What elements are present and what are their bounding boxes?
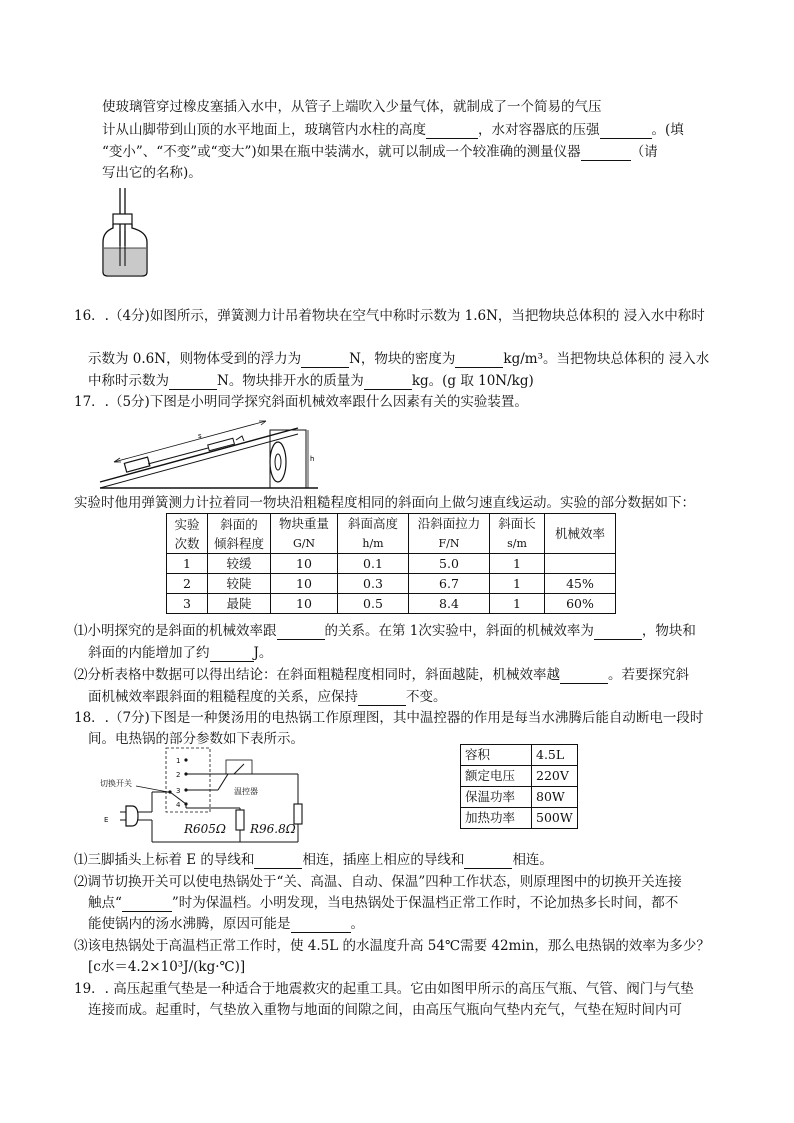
q18-p2-line2: 触点“ ”时为保温档。小明发现，当电热锅处于保温档正常工作时，不论加热多长时间，都不: [88, 895, 679, 911]
q17-p2-line1: ⑵分析表格中数据可以得出结论：在斜面粗糙程度相同时，斜面越陡，机械效率越 。若要探究斜: [74, 667, 689, 683]
answer-blank[interactable]: [277, 625, 325, 640]
table-header-row: [167, 514, 616, 554]
table-row: 1 较缓 10 0.1 5.0 1: [167, 554, 616, 574]
q17-intro: 实验时他用弹簧测力计拉着同一物块沿粗糙程度相同的斜面向上做匀速直线运动。实验的部分数据如下：: [74, 495, 695, 511]
parameter-table: [460, 744, 578, 829]
answer-blank[interactable]: [210, 647, 254, 662]
header-cell: 实验 次数: [167, 514, 208, 554]
q16-line2: 示数为 0.6N，则物体受到的浮力为 N，物块的密度为 kg/m³。当把物块总体积的 浸入水: [88, 351, 710, 367]
q18-p2-line3: 能使锅内的汤水沸腾，原因可能是 。: [88, 916, 364, 932]
q17-p1-line2: 斜面的内能增加了约 J。: [88, 645, 273, 661]
plug-e-label: E: [104, 816, 109, 824]
table-row: 2 较陡 10 0.3 6.7 1 45%: [167, 574, 616, 594]
label-h: h: [310, 455, 315, 463]
q18-line2: 间。电热锅的部分参数如下表所示。: [88, 731, 304, 747]
q15-line1: 使玻璃管穿过橡皮塞插入水中，从管子上端吹入少量气体，就制成了一个简易的气压: [102, 99, 602, 115]
q15-line3: “变小”、“不变”或“变大”)如果在瓶中装满水，就可以制成一个较准确的测量仪器 （请: [102, 144, 658, 160]
r1-label: R605Ω: [184, 822, 226, 836]
q18-line1: 18．.（7分)下图是一种煲汤用的电热锅工作原理图，其中温控器的作用是每当水沸腾后能自动断电一段时: [74, 710, 704, 726]
circuit-diagram: [98, 746, 318, 848]
q17-title: 17．.（5分)下图是小明同学探究斜面机械效率跟什么因素有关的实验装置。: [74, 394, 528, 410]
svg-text:2: 2: [176, 771, 181, 779]
header-cell: 斜面长 s/m: [490, 514, 545, 554]
q18-p1: ⑴三脚插头上标着 E 的导线和 相连，插座上相应的导线和 相连。: [74, 852, 553, 868]
answer-blank[interactable]: [358, 691, 406, 706]
q16-line1: 16．.（4分)如图所示，弹簧测力计吊着物块在空气中称时示数为 1.6N，当把物块总体积的 浸入水中称时: [74, 308, 705, 324]
q17-p1-line1: ⑴小明探究的是斜面的机械效率跟 的关系。在第 1次实验中，斜面的机械效率为 ，物块和: [74, 623, 696, 639]
q18-p3-line2: [c水＝4.2×10³J/(kg·℃)]: [88, 959, 246, 975]
table-row: 额定电压 220V: [461, 766, 578, 787]
header-cell: 沿斜面拉力 F/N: [409, 514, 490, 554]
answer-blank[interactable]: [301, 353, 349, 368]
q19-line2: 连接而成。起重时，气垫放入重物与地面的间隙之间，由高压气瓶向气垫内充气，气垫在短时间内可: [88, 1002, 682, 1018]
barometer-bottle-figure: [100, 186, 150, 278]
table-row: 加热功率 500W: [461, 808, 578, 829]
q18-p3-line1: ⑶该电热锅处于高温档正常工作时，使 4.5L 的水温度升高 54℃需要 42min，那么电热锅的效率为多少？: [74, 938, 710, 954]
answer-blank[interactable]: [464, 854, 512, 869]
table-row: 保温功率 80W: [461, 787, 578, 808]
answer-blank[interactable]: [254, 854, 302, 869]
inclined-plane-figure: [98, 416, 320, 492]
switch-label: 切换开关: [100, 779, 132, 788]
answer-blank[interactable]: [169, 375, 217, 390]
q15-line2: 计从山脚带到山顶的水平地面上，玻璃管内水柱的高度 ，水对容器底的压强 。(填: [102, 122, 684, 138]
table-row: 3 最陡 10 0.5 8.4 1 60%: [167, 594, 616, 614]
answer-blank[interactable]: [600, 124, 652, 139]
q15-line4: 写出它的名称)。: [102, 165, 202, 181]
header-cell: 物块重量 G/N: [271, 514, 338, 554]
q19-line1: 19．. 高压起重气垫是一种适合于地震救灾的起重工具。它由如图甲所示的高压气瓶、气管、阀门与气垫: [74, 981, 694, 997]
answer-blank[interactable]: [291, 918, 351, 933]
svg-text:3: 3: [176, 787, 181, 795]
answer-blank[interactable]: [122, 897, 172, 912]
header-cell: 机械效率: [545, 514, 616, 554]
header-cell: 斜面高度 h/m: [338, 514, 409, 554]
svg-text:4: 4: [176, 801, 181, 809]
q17-p2-line2: 面机械效率跟斜面的粗糙程度的关系，应保持 不变。: [88, 689, 447, 705]
q16-line3: 中称时示数为 N。物块排开水的质量为 kg。(g 取 10N/kg): [88, 373, 534, 389]
table-row: 容积 4.5L: [461, 745, 578, 766]
answer-blank[interactable]: [594, 625, 642, 640]
answer-blank[interactable]: [455, 353, 503, 368]
thermostat-label: 温控器: [234, 787, 258, 796]
answer-blank[interactable]: [560, 669, 608, 684]
header-cell: 斜面的 倾斜程度: [208, 514, 271, 554]
label-s: s: [198, 432, 202, 440]
answer-blank[interactable]: [364, 375, 412, 390]
q18-p2-line1: ⑵调节切换开关可以使电热锅处于“关、高温、自动、保温”四种工作状态，则原理图中的切换开关连接: [74, 874, 682, 890]
answer-blank[interactable]: [426, 124, 478, 139]
r2-label: R96.8Ω: [250, 822, 296, 836]
answer-blank[interactable]: [581, 146, 631, 161]
slope-data-table: [166, 513, 616, 614]
svg-text:1: 1: [176, 757, 181, 765]
